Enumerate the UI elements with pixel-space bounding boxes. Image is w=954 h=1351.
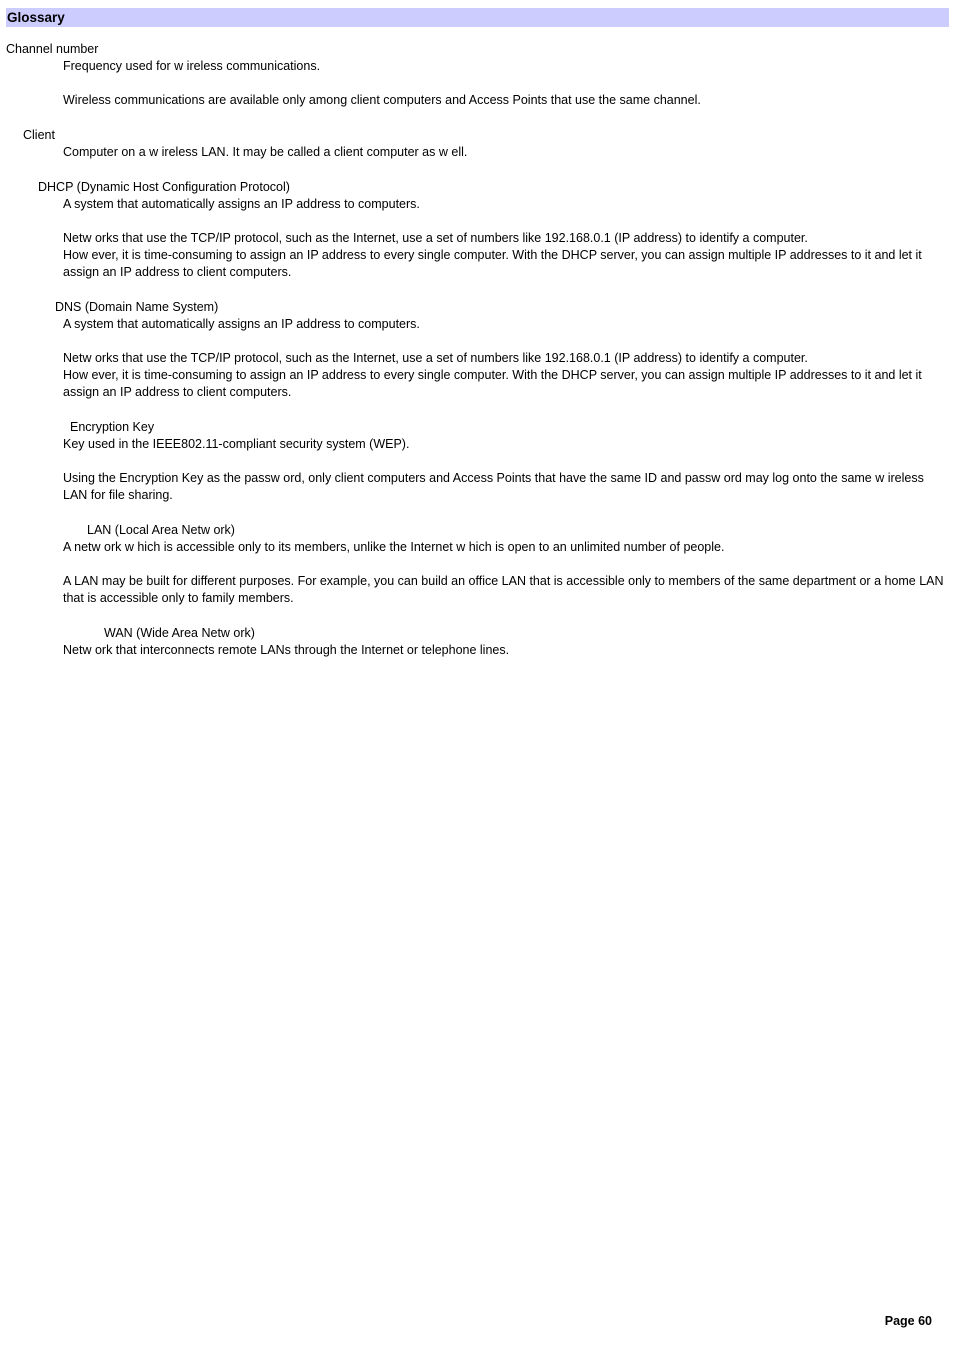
definition-paragraph: Key used in the IEEE802.11-compliant security system (WEP). bbox=[63, 437, 410, 451]
definition-paragraph: Computer on a w ireless LAN. It may be called a client computer as w ell. bbox=[63, 145, 468, 159]
glossary-entry-dhcp bbox=[0, 179, 954, 281]
glossary-entry-lan bbox=[0, 522, 954, 607]
page-number: Page 60 bbox=[884, 1314, 932, 1328]
glossary-term: LAN (Local Area Netw ork) bbox=[87, 523, 235, 537]
definition-paragraph: A LAN may be built for different purposes. For example, you can build an office LAN that is accessible only to members of the same department or a home LAN that is accessible only to family members. bbox=[63, 574, 944, 605]
page-title: Glossary bbox=[6, 8, 949, 27]
glossary-definition bbox=[63, 436, 945, 504]
definition-paragraph: Using the Encryption Key as the passw ord, only client computers and Access Points that have the same ID and passw ord may log onto the same w ireless LAN for file sharing. bbox=[63, 471, 924, 502]
glossary-entry-encryption-key bbox=[0, 419, 954, 504]
definition-paragraph: Frequency used for w ireless communications. bbox=[63, 59, 321, 73]
definition-paragraph: A system that automatically assigns an IP address to computers. bbox=[63, 317, 420, 331]
definition-paragraph: A netw ork w hich is accessible only to its members, unlike the Internet w hich is open to an unlimited number of people. bbox=[63, 540, 725, 554]
glossary-definition bbox=[63, 539, 945, 607]
glossary-term: WAN (Wide Area Netw ork) bbox=[104, 626, 255, 640]
glossary-term: Encryption Key bbox=[70, 420, 155, 434]
glossary-entry-channel-number bbox=[0, 41, 954, 109]
definition-paragraph: Netw orks that use the TCP/IP protocol, such as the Internet, use a set of numbers like 192.168.0.1 (IP address) to identify a computer. bbox=[63, 231, 808, 245]
definition-paragraph: Wireless communications are available only among client computers and Access Points that use the same channel. bbox=[63, 93, 701, 107]
glossary-definition bbox=[63, 144, 945, 161]
glossary-entry-dns bbox=[0, 299, 954, 401]
glossary-definition bbox=[63, 316, 945, 401]
glossary-entry-wan bbox=[0, 625, 954, 659]
definition-paragraph: A system that automatically assigns an IP address to computers. bbox=[63, 197, 420, 211]
glossary-term: DNS (Domain Name System) bbox=[55, 300, 219, 314]
definition-paragraph: Netw orks that use the TCP/IP protocol, such as the Internet, use a set of numbers like 192.168.0.1 (IP address) to identify a computer. bbox=[63, 351, 808, 365]
glossary-term: Channel number bbox=[6, 42, 99, 56]
definition-paragraph: Netw ork that interconnects remote LANs through the Internet or telephone lines. bbox=[63, 643, 510, 657]
glossary-definition bbox=[63, 58, 945, 109]
glossary-list bbox=[0, 41, 954, 677]
glossary-definition bbox=[63, 642, 945, 659]
definition-paragraph: How ever, it is time-consuming to assign an IP address to every single computer. With the DHCP server, you can assign multiple IP addresses to it and let it assign an IP address to client computers. bbox=[63, 368, 922, 399]
glossary-entry-client bbox=[0, 127, 954, 161]
definition-paragraph: How ever, it is time-consuming to assign an IP address to every single computer. With the DHCP server, you can assign multiple IP addresses to it and let it assign an IP address to client computers. bbox=[63, 248, 922, 279]
glossary-term: Client bbox=[23, 128, 55, 142]
glossary-term: DHCP (Dynamic Host Configuration Protocol) bbox=[38, 180, 290, 194]
glossary-definition bbox=[63, 196, 945, 281]
